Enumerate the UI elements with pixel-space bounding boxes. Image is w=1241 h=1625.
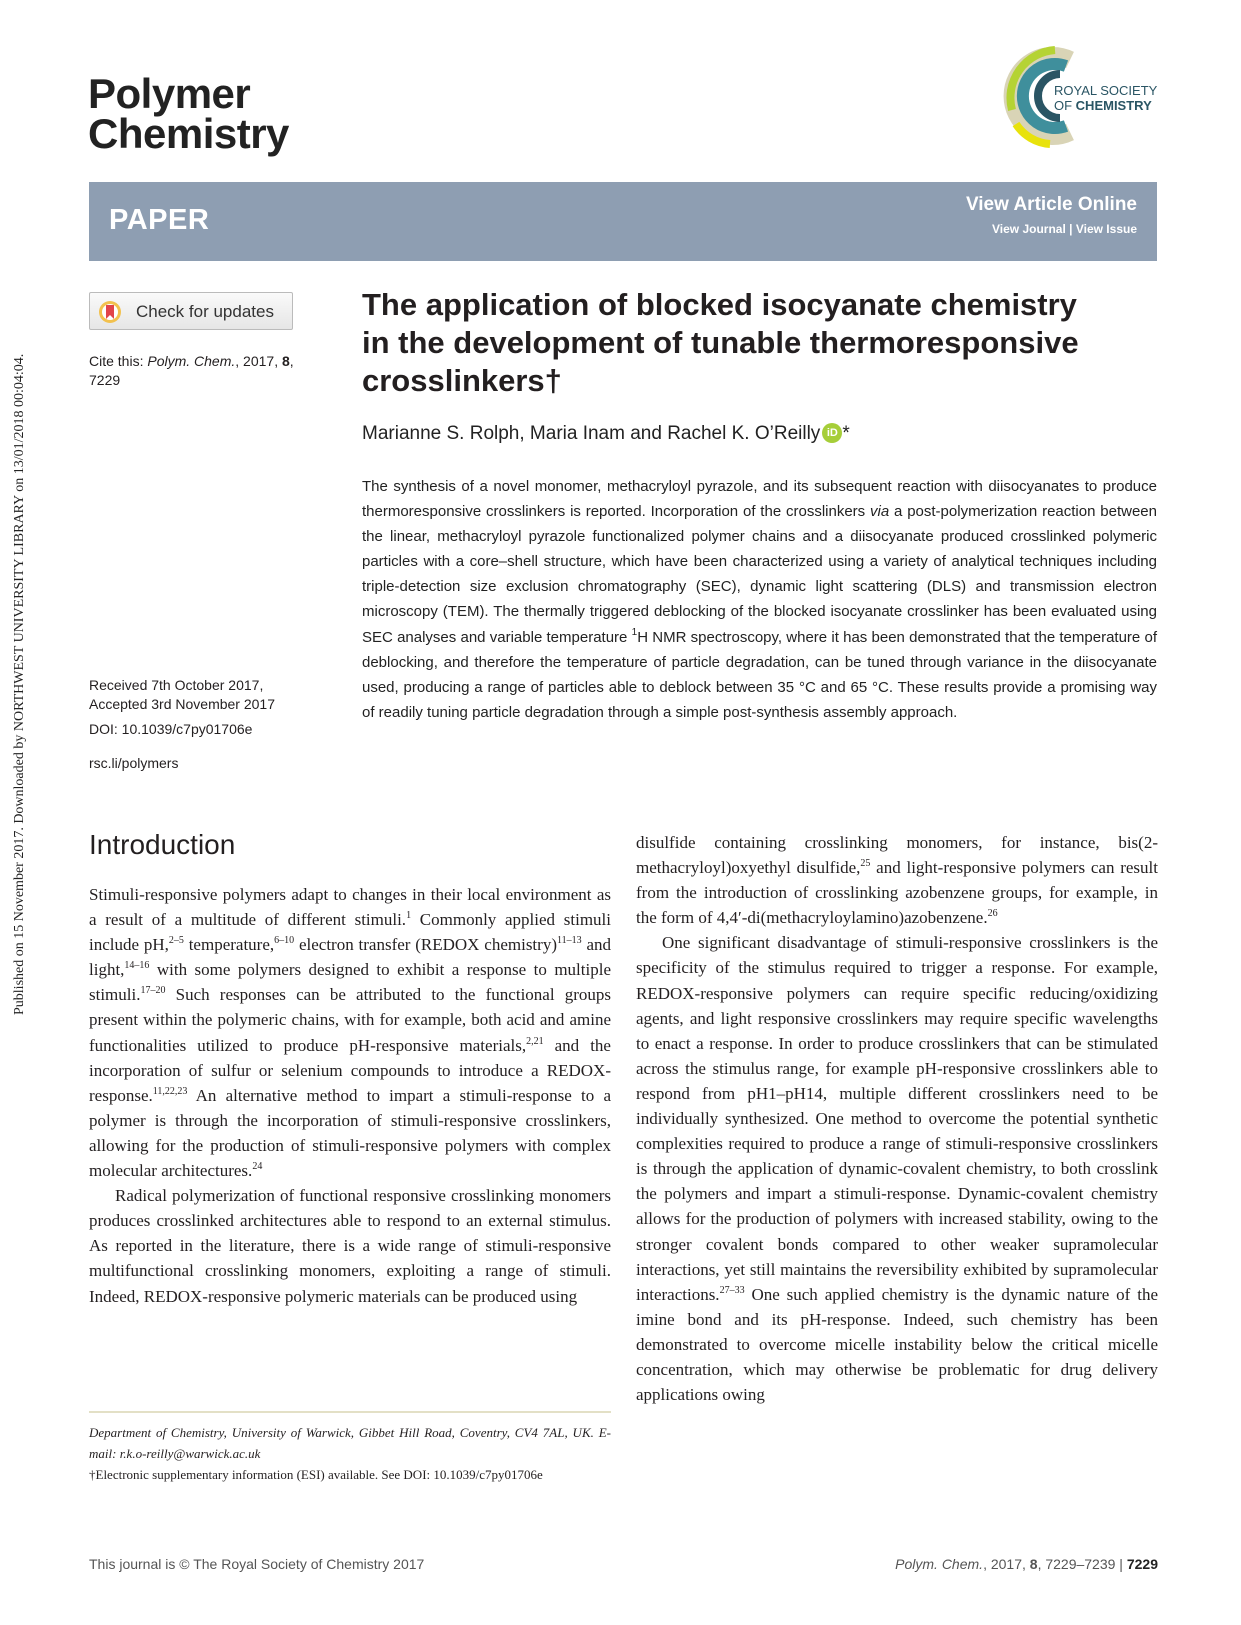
article-title-line1: The application of blocked isocyanate chemistry — [362, 287, 1077, 322]
footer-year: , 2017, — [983, 1556, 1030, 1572]
rsc-journal-link[interactable]: rsc.li/polymers — [89, 755, 179, 771]
intro-p1-text: and the incorporation of sulfur or selenium compounds to introduce a REDOX-response. — [89, 1035, 611, 1105]
rsc-logo-line1: ROYAL SOCIETY — [1054, 83, 1158, 98]
intro-paragraph-4 — [636, 930, 1158, 1407]
check-for-updates-button[interactable] — [89, 292, 293, 330]
abstract — [362, 474, 1157, 725]
citation-ref[interactable]: 27–33 — [719, 1284, 745, 1296]
citation-ref[interactable]: 24 — [252, 1161, 263, 1173]
article-type-banner — [89, 182, 1157, 261]
intro-p1-text: and light, — [89, 935, 611, 980]
abstract-superscript: 1 — [631, 626, 638, 638]
intro-p1-text: An alternative method to impart a stimuli-response to a polymer is through the incorporation of stimuli-responsive crosslinkers, allowing for the production of stimuli-responsive polymers with complex molecular architectures. — [89, 1085, 611, 1181]
intro-p3-text: disulfide containing crosslinking monomers, for instance, bis(2-methacryloyl)oxyethyl disulfide, — [636, 833, 1158, 878]
introduction-heading: Introduction — [89, 829, 236, 860]
citation-ref[interactable]: 14–16 — [124, 960, 150, 972]
intro-p1-text: electron transfer (REDOX chemistry) — [294, 935, 557, 955]
footer-separator: | — [1115, 1556, 1127, 1572]
footer-citation — [895, 1556, 1158, 1572]
citation-ref[interactable]: 6–10 — [274, 935, 295, 947]
view-issue-link[interactable]: View Issue — [1075, 222, 1137, 236]
intro-p4-text: One such applied chemistry is the dynamic nature of the imine bond and its pH-response. Indeed, such chemistry has been demonstrated to overcome micelle instability below the critical micelle concentration, which may otherwise be problematic for drug delivery applications owing — [636, 1284, 1158, 1405]
abstract-part-1: The synthesis of a novel monomer, methacryloyl pyrazole, and its subsequent reaction with diisocyanates to produce thermoresponsive crosslinkers is reported. Incorporation of the crosslinkers — [362, 478, 1157, 521]
footer-pages: , 7229–7239 — [1037, 1556, 1116, 1572]
article-dates — [89, 676, 319, 714]
received-date: Received 7th October 2017, — [89, 677, 264, 693]
rsc-logo-line2: OF CHEMISTRY — [1054, 98, 1152, 113]
cite-year: , 2017, — [235, 353, 282, 369]
author-list — [362, 423, 850, 445]
footer-journal: Polym. Chem. — [895, 1556, 984, 1572]
footer-copyright: This journal is © The Royal Society of Chemistry 2017 — [89, 1556, 425, 1572]
intro-p4-text: One significant disadvantage of stimuli-responsive crosslinkers is the specificity of the stimulus required to trigger a response. For example, REDOX-responsive polymers can require specific reducing/oxidizing agents, and light responsive crosslinkers may require specific wavelengths to enact a response. In order to produce crosslinkers that can be stimulated across the stimulus range, for example pH-responsive crosslinkers able to respond from pH1–pH14, multiple different crosslinkers need to be individually synthesized. One method to overcome the potential synthetic complexities required to produce a range of stimuli-responsive crosslinkers is through the application of dynamic-covalent chemistry, to both crosslink the polymers and impart a stimuli-response. Dynamic-covalent chemistry allows for the production of polymers with increased stability, owing to the stronger covalent bonds compared to other weaker supramolecular interactions, yet still maintains the reversibility exhibited by supramolecular interactions. — [636, 933, 1158, 1304]
affiliation-footnote: Department of Chemistry, University of Warwick, Gibbet Hill Road, Coventry, CV4 7AL, UK. E-mail: r.k.o-reilly@warwick.ac.uk — [89, 1425, 611, 1461]
intro-paragraph-2: Radical polymerization of functional responsive crosslinking monomers produces crosslinked architectures able to respond to an external stimulus. As reported in the literature, there is a wide range of stimuli-responsive multifunctional crosslinking monomers, exploiting a range of stimuli. Indeed, REDOX-responsive polymeric materials can be produced using — [89, 1186, 611, 1306]
article-title — [362, 286, 1162, 400]
body-column-left — [89, 882, 611, 1309]
cite-journal: Polym. Chem. — [147, 353, 236, 369]
abstract-part-3: H NMR spectroscopy, where it has been demonstrated that the temperature of deblocking, and therefore the temperature of particle degradation, can be tuned through variance in the diisocyanate used, producing a range of particles able to deblock between 35 °C and 65 °C. These results provide a promising way of readily tuning particle degradation through a simple post-synthesis assembly approach. — [362, 628, 1158, 721]
journal-title[interactable] — [88, 70, 289, 157]
intro-paragraph-3 — [636, 830, 1158, 930]
journal-title-line1: Polymer — [88, 70, 251, 117]
footnote-divider — [89, 1411, 611, 1413]
doi-link[interactable]: DOI: 10.1039/c7py01706e — [89, 721, 253, 737]
citation-ref[interactable]: 1 — [406, 910, 412, 922]
accepted-date: Accepted 3rd November 2017 — [89, 696, 275, 712]
cite-volume: 8 — [281, 353, 290, 369]
cite-page: 7229 — [89, 372, 121, 388]
article-type-label: PAPER — [109, 204, 210, 236]
article-title-line3: crosslinkers† — [362, 363, 562, 398]
intro-p1-text: Commonly applied stimuli include pH, — [89, 910, 611, 955]
banner-links — [992, 222, 1137, 236]
intro-paragraph-1 — [89, 882, 611, 1183]
citation-ref[interactable]: 2–5 — [168, 935, 184, 947]
citation-ref[interactable]: 2,21 — [526, 1035, 544, 1047]
cite-page-separator: , — [289, 353, 294, 369]
cite-prefix: Cite this: — [89, 353, 148, 369]
abstract-part-2: a post-polymerization reaction between the linear, methacryloyl pyrazole functionalized polymer chains and a diisocyanate produced crosslinked polymeric particles with a core–shell structure, which have been characterized using a variety of analytical techniques including triple-detection size exclusion chromatography (SEC), dynamic light scattering (DLS) and transmission electron microscopy (TEM). The thermally triggered deblocking of the blocked isocyanate crosslinker has been evaluated using SEC analyses and variable temperature — [362, 503, 1157, 646]
bookmark-badge-icon — [98, 300, 122, 324]
body-column-right — [636, 830, 1158, 1407]
orcid-icon[interactable]: iD — [822, 423, 842, 443]
footer-page-number: 7229 — [1126, 1556, 1158, 1572]
view-article-online-link[interactable]: View Article Online — [965, 194, 1137, 215]
article-title-line2: in the development of tunable thermoresponsive — [362, 325, 1079, 360]
intro-p1-text: with some polymers designed to exhibit a response to multiple stimuli. — [89, 960, 611, 1005]
intro-p3-text: and light-responsive polymers can result from the introduction of crosslinking azobenzene groups, for example, in the form of 4,4′-di(methacryloylamino)azobenzene. — [636, 858, 1158, 928]
abstract-italic-via: via — [870, 503, 890, 521]
citation-ref[interactable]: 11–13 — [556, 935, 582, 947]
check-for-updates-label: Check for updates — [136, 302, 274, 321]
citation-ref[interactable]: 26 — [987, 908, 998, 920]
banner-link-separator: | — [1069, 222, 1073, 236]
citation-ref[interactable]: 11,22,23 — [152, 1085, 188, 1097]
author-names: Marianne S. Rolph, Maria Inam and Rachel K. O’Reilly — [362, 423, 821, 444]
download-notice: Published on 15 November 2017. Downloaded by NORTHWEST UNIVERSITY LIBRARY on 13/01/2018 00:04:04. — [12, 353, 27, 1015]
citation-ref[interactable]: 25 — [860, 858, 871, 870]
citation-info — [89, 352, 319, 390]
rsc-logo-icon — [990, 40, 1165, 150]
footer-volume: 8 — [1029, 1556, 1038, 1572]
journal-title-line2: Chemistry — [88, 110, 289, 157]
corresponding-author-mark: * — [842, 423, 850, 444]
intro-p1-text: Such responses can be attributed to the functional groups present within the polymeric chains, with for example, both acid and amine functionalities utilized to produce pH-responsive materials, — [89, 985, 611, 1055]
citation-ref[interactable]: 17–20 — [140, 985, 166, 997]
intro-p1-text: temperature, — [183, 935, 275, 955]
intro-p1-text: Stimuli-responsive polymers adapt to changes in their local environment as a result of a multitude of different stimuli. — [89, 885, 611, 930]
esi-footnote: †Electronic supplementary information (ESI) available. See DOI: 10.1039/c7py01706e — [89, 1467, 543, 1482]
rsc-logo[interactable] — [990, 40, 1165, 150]
view-journal-link[interactable]: View Journal — [991, 222, 1066, 236]
footnotes — [89, 1422, 611, 1485]
